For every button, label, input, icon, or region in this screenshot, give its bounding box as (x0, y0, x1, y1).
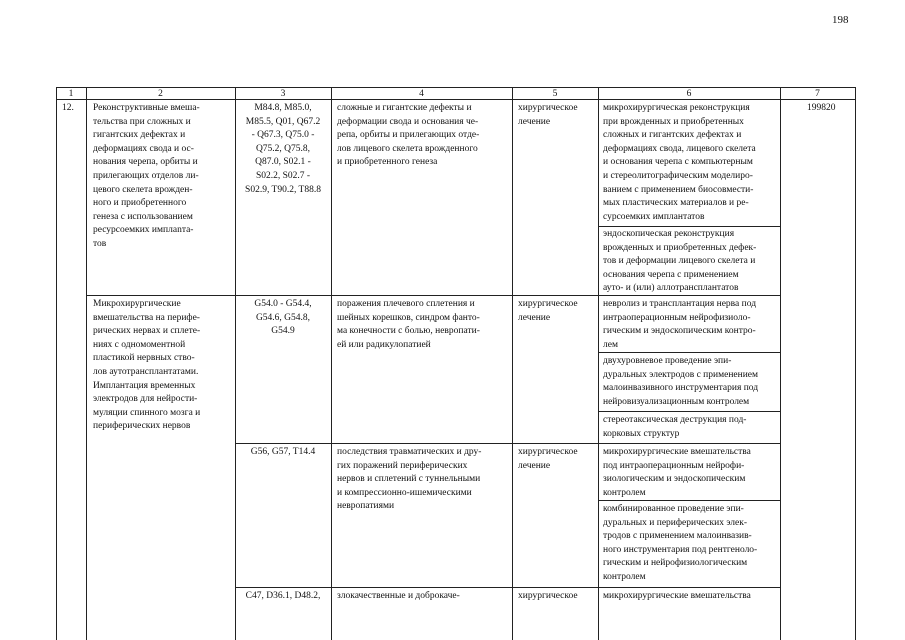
patient-model: последствия травматических и дру- гих поражений периферических нервов и сплетений с туннельными и компрессионно-ишемическими невропатиями (337, 447, 482, 512)
treatment-method: микрохирургическая реконструкция при врожденных и приобретенных сложных и гигантских дефектах и деформациях свода, лицевого скелета и основания черепа с компьютерным и стереолитографическим моделиро- ванием с применением биосовмести- мых пластических материалов и ре- сурсоемких имплантатов (603, 103, 756, 222)
patient-model: злокачественные и доброкаче- (337, 591, 460, 601)
col-header-7: 7 (815, 89, 820, 99)
icd-codes: G54.0 - G54.4, G54.6, G54.8, G54.9 (254, 299, 312, 337)
patient-model: поражения плечевого сплетения и шейных корешков, синдром фанто- ма конечности с болью, невропати- ей или радикулопатией (337, 299, 480, 350)
treatment-method: комбинированное проведение эпи- дуральных и периферических элек- тродов с применением малоинвазив- ного инструментария под рентгеноло- гическим и нейрофизиологическим контролем (603, 504, 758, 582)
treatment-type: хирургическое лечение (518, 447, 578, 471)
treatment-method: двухуровневое проведение эпи- дуральных электродов с применением малоинвазивного инструментария под нейровизуализационным контролем (603, 356, 759, 407)
treatment-type: хирургическое (518, 591, 578, 601)
treatment-method: микрохирургические вмешательства (603, 591, 751, 601)
treatment-type: хирургическое лечение (518, 103, 578, 127)
group-name: Реконструктивные вмеша- тельства при сложных и гигантских дефектах и деформациях свода и ос- нования черепа, орбиты и прилегающих отделов ли- цевого скелета врожден- ного и приобретенного генеза с использованием ресурсоемких имплanта- тов (93, 103, 200, 249)
treatment-method: стереотаксическая деструкция под- корковых структур (603, 415, 747, 439)
col-header-5: 5 (552, 89, 558, 99)
col-header-6: 6 (686, 89, 692, 99)
treatment-method: микрохирургические вмешательства под интраоперационным нейрофи- зиологическим и эндоскопическим контролем (603, 447, 751, 498)
icd-codes: C47, D36.1, D48.2, (245, 591, 321, 601)
treatment-method: невролиз и трансплантация нерва под интраоперационным нейрофизиоло- гическим и эндоскопическим контро- лем (603, 299, 757, 350)
group-name: Микрохирургические вмешательства на перифе- рических нервах и сплете- ниях с одномоментной пластикой нервных ство- лов аутотрансплантатами. Имплантация временных электродов для нейрости- муляции спинного мозга и периферических нервов (93, 299, 201, 432)
col-header-1: 1 (68, 89, 74, 99)
col-header-4: 4 (419, 89, 424, 99)
treatment-type: хирургическое лечение (518, 299, 578, 323)
col-header-2: 2 (158, 89, 163, 99)
treatment-method: эндоскопическая реконструкция врожденных и приобретенных дефек- тов и деформации лицевого скелета и основания черепа с применением ауто- и (или) аллотрансплантатов (603, 229, 757, 294)
col-header-3: 3 (280, 89, 286, 99)
row-number: 12. (62, 103, 74, 113)
cost-value: 199820 (807, 103, 836, 113)
icd-codes: G56, G57, T14.4 (250, 447, 316, 457)
icd-codes: M84.8, M85.0, M85.5, Q01, Q67.2 - Q67.3, Q75.0 - Q75.2, Q75.8, Q87.0, S02.1 - S02.2, S02.7 - S02.9, T90.2, T88.8 (245, 103, 321, 195)
page-number: 198 (832, 14, 849, 26)
patient-model: сложные и гигантские дефекты и деформации свода и основания че- репа, орбиты и прилегающих отде- лов лицевого скелета врожденного и приобретенного генеза (337, 103, 480, 168)
